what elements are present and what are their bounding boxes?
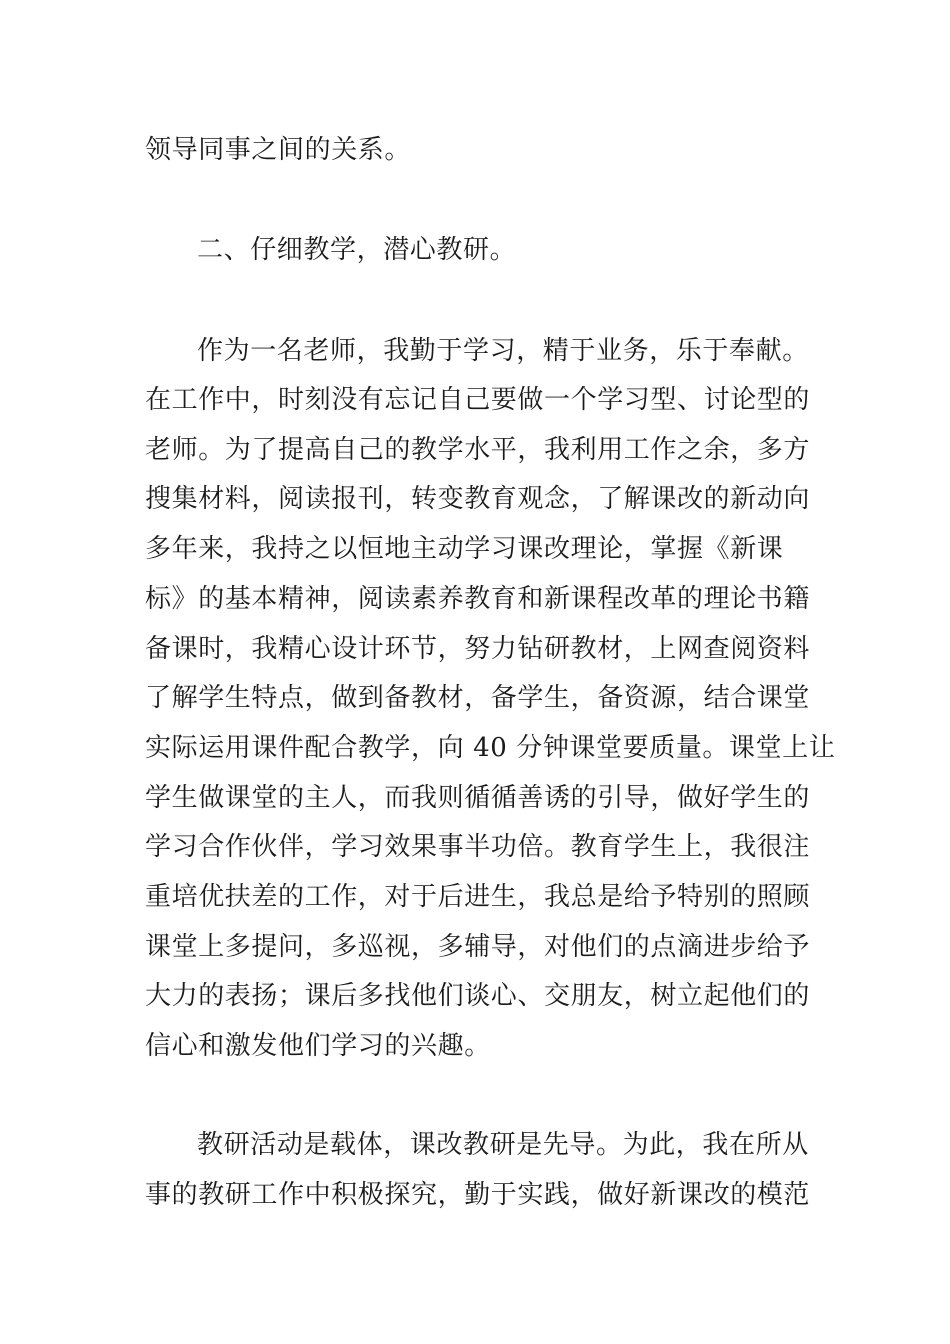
paragraph-line: 学习合作伙伴，学习效果事半功倍。教育学生上，我很注 (145, 832, 811, 862)
paragraph-line: 事的教研工作中积极探究，勤于实践，做好新课改的模范 (145, 1180, 811, 1210)
paragraph-line: 实际运用课件配合教学，向 40 分钟课堂要质量。课堂上让 (145, 733, 836, 763)
paragraph-line: 多年来，我持之以恒地主动学习课改理论，掌握《新课 (145, 534, 784, 564)
paragraph-line: 在工作中，时刻没有忘记自己要做一个学习型、讨论型的 (145, 385, 811, 415)
paragraph-line: 大力的表扬；课后多找他们谈心、交朋友，树立起他们的 (145, 981, 811, 1011)
paragraph-line: 老师。为了提高自己的教学水平，我利用工作之余，多方 (145, 435, 811, 465)
paragraph-line: 信心和激发他们学习的兴趣。 (145, 1031, 491, 1061)
paragraph-line: 学生做课堂的主人，而我则循循善诱的引导，做好学生的 (145, 783, 811, 813)
paragraph-line: 领导同事之间的关系。 (145, 135, 412, 165)
paragraph-line: 备课时，我精心设计环节，努力钻研教材，上网查阅资料 (145, 634, 811, 664)
paragraph-line: 课堂上多提问，多巡视，多辅导，对他们的点滴进步给予 (145, 932, 811, 962)
paragraph-line: 搜集材料，阅读报刊，转变教育观念，了解课改的新动向 (145, 484, 811, 514)
section-heading: 二、仔细教学，潜心教研。 (197, 235, 517, 265)
paragraph-line: 作为一名老师，我勤于学习，精于业务，乐于奉献。 (197, 336, 809, 366)
paragraph-line: 重培优扶差的工作，对于后进生，我总是给予特别的照顾 (145, 882, 811, 912)
paragraph-line: 教研活动是载体，课改教研是先导。为此，我在所从 (197, 1130, 809, 1160)
paragraph-line: 了解学生特点，做到备教材，备学生，备资源，结合课堂 (145, 683, 811, 713)
paragraph-line: 标》的基本精神，阅读素养教育和新课程改革的理论书籍 (145, 584, 811, 614)
